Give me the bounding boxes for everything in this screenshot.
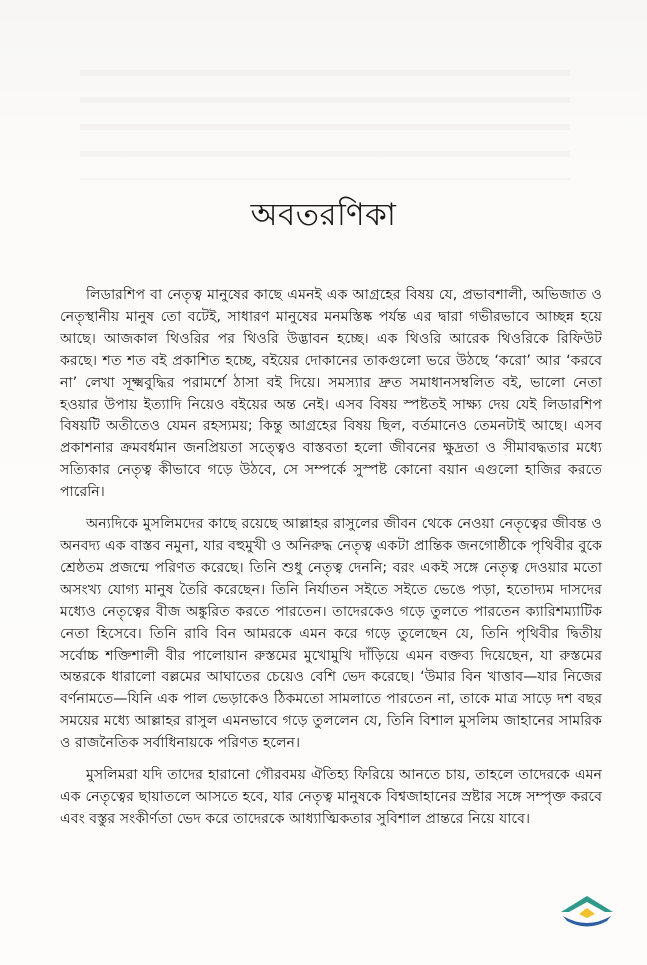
page-title: অবতরণিকা	[250, 197, 397, 233]
bleed-through-text	[80, 70, 570, 180]
paragraph-2: অন্যদিকে মুসলিমদের কাছে রয়েছে আল্লাহর রাসুলের জীবন থেকে নেওয়া নেতৃত্বের জীবন্ত ও অনবদ্য এক বাস্তব নমুনা, যার বহুমুখী ও অনিরুদ্ধ নেতৃত্ব একটা প্রান্তিক জনগোষ্ঠীকে পৃথিবীর বুকে শ্রেষ্ঠতম প্রজন্মে পরিণত করেছে। তিনি শুধু নেতৃত্ব দেননি; বরং একই সঙ্গে নেতৃত্ব দেওয়ার মতো অসংখ্য যোগ্য মানুষ তৈরি করেছেন। তিনি নির্যাতন সইতে সইতে ভেঙে পড়া, হতোদ্যম দাসদের মধ্যেও নেতৃত্বের বীজ অঙ্কুরিত করতে পারতেন। তাদেরকেও গড়ে তুলতে পারতেন ক্যারিশম্যাটিক নেতা হিসেবে। তিনি রাবি বিন আমরকে এমন করে গড়ে তুলেছেন যে, তিনি পৃথিবীর দ্বিতীয় সর্বোচ্চ শক্তিশালী বীর পালোয়ান রুস্তমের মুখোমুখি দাঁড়িয়ে এমন বক্তব্য দিয়েছেন, যা রুস্তমের অন্তরকে ধারালো বল্লমের আঘাতের চেয়েও বেশি ভেদ করেছে। ‘উমার বিন খাত্তাব—যার নিজের বর্ণনামতে—যিনি এক পাল ভেড়াকেও ঠিকমতো সামলাতে পারতেন না, তাকে মাত্র সাড়ে দশ বছর সময়ের মধ্যে আল্লাহর রাসুল এমনভাবে গড়ে তুললেন যে, তিনি বিশাল মুসলিম জাহানের সামরিক ও রাজনৈতিক সর্বাধিনায়কে পরিণত হলেন।	[60, 516, 602, 752]
paragraph-1: লিডারশিপ বা নেতৃত্ব মানুষের কাছে এমনই এক আগ্রহের বিষয় যে, প্রভাবশালী, অভিজাত ও নেতৃস্থানীয় মানুষ তো বটেই, সাধারণ মানুষের মনমস্তিষ্ক পর্যন্ত এর দ্বারা গভীরভাবে আচ্ছন্ন হয়ে আছে। আজকাল থিওরির পর থিওরি উদ্ভাবন হচ্ছে। এক থিওরি আরেক থিওরিকে রিফিউট করছে। শত শত বই প্রকাশিত হচ্ছে, বইয়ের দোকানের তাকগুলো ভরে উঠছে ‘করো’ আর ‘করবে না’ লেখা সূক্ষ্মবুদ্ধির পরামর্শে ঠাসা বই দিয়ে। সমস্যার দ্রুত সমাধানসম্বলিত বই, ভালো নেতা হওয়ার উপায় ইত্যাদি নিয়েও বইয়ের অন্ত নেই। এসব বিষয় স্পষ্টতই সাক্ষ্য দেয় যেই লিডারশিপ বিষয়টি অতীতেও যেমন রহস্যময়; কিন্তু আগ্রহের বিষয় ছিল, বর্তমানেও তেমনটাই আছে। এসব প্রকাশনার ক্রমবর্ধমান জনপ্রিয়তা সত্ত্বেও বাস্তবতা হলো জীবনের ক্ষুদ্রতা ও সীমাবদ্ধতার মধ্যে সত্যিকার নেতৃত্ব কীভাবে গড়ে উঠবে, সে সম্পর্কে সুস্পষ্ট কোনো বয়ান এগুলো হাজির করতে পারেনি।	[60, 287, 602, 501]
body-text	[60, 285, 602, 841]
paragraph-3: মুসলিমরা যদি তাদের হারানো গৌরবময় ঐতিহ্য ফিরিয়ে আনতে চায়, তাহলে তাদেরকে এমন এক নেতৃত্বের ছায়াতলে আসতে হবে, যার নেতৃত্ব মানুষকে বিশ্বজাহানের স্রষ্টার সঙ্গে সম্পৃক্ত করবে এবং বস্তুর সংকীর্ণতা ভেদ করে তাদেরকে আধ্যাত্মিকতার সুবিশাল প্রান্তরে নিয়ে যাবে।	[60, 767, 602, 827]
publisher-logo-icon	[557, 890, 617, 930]
